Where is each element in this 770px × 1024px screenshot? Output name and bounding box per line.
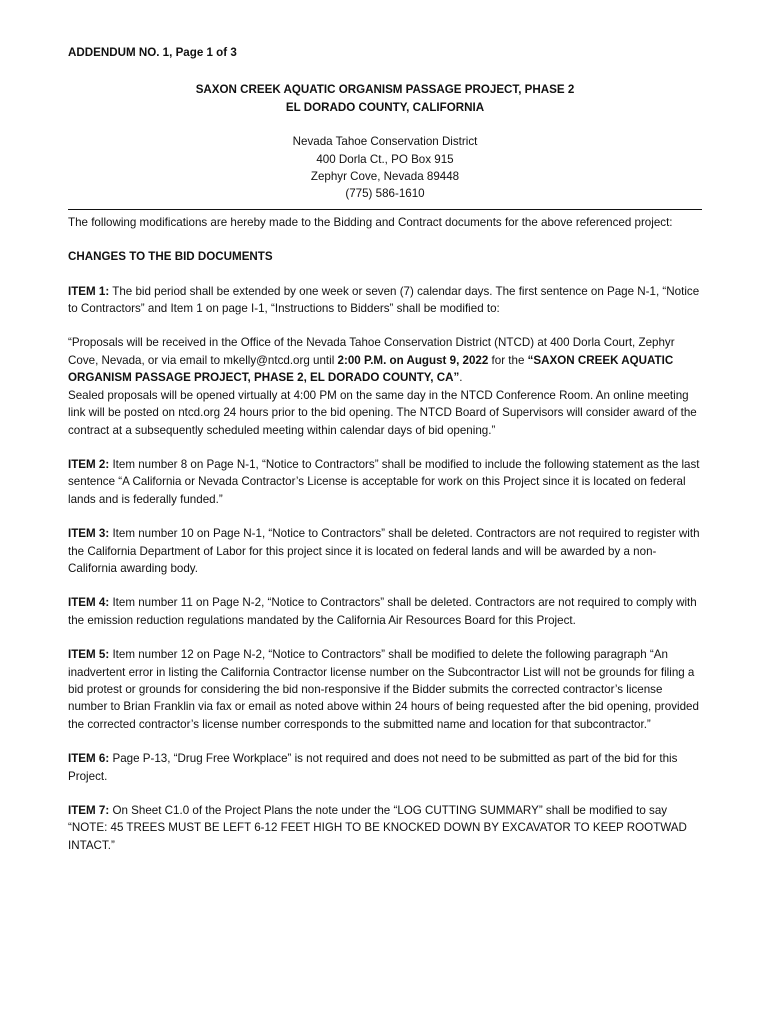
item-2-text: Item number 8 on Page N-1, “Notice to Contractors” shall be modified to include the following statement as the last sentence “A California or Nevada Contractor’s License is acceptable for work on this Project since it is located on federal lands and is federally funded.” [68, 457, 700, 506]
item-2-label: ITEM 2: [68, 457, 110, 471]
project-title-line-2: EL DORADO COUNTY, CALIFORNIA [285, 100, 485, 114]
organization-name: Nevada Tahoe Conservation District [292, 135, 478, 149]
item-6 [68, 750, 702, 785]
item-3-label: ITEM 3: [68, 527, 110, 541]
item-3 [68, 525, 702, 577]
address-block [68, 133, 702, 203]
item-4 [68, 594, 702, 629]
quote-deadline: 2:00 P.M. on August 9, 2022 [337, 353, 489, 367]
item-5-label: ITEM 5: [68, 648, 110, 662]
project-title [68, 81, 702, 116]
proposal-quote-first [68, 334, 702, 386]
project-title-line-1: SAXON CREEK AQUATIC ORGANISM PASSAGE PROJECT, PHASE 2 [195, 83, 575, 97]
item-1-label: ITEM 1: [68, 284, 110, 298]
item-7-label: ITEM 7: [68, 804, 110, 817]
item-2 [68, 456, 702, 508]
quote-part-3: . [459, 371, 463, 385]
item-3-text: Item number 10 on Page N-1, “Notice to Contractors” shall be deleted. Contractors are not required to register with the California Department of Labor for this project since it is located on federal lands and will be awarded by a non-California awarding body. [68, 527, 700, 575]
document-page [68, 44, 702, 854]
item-1 [68, 283, 702, 318]
item-5-text: Item number 12 on Page N-2, “Notice to Contractors” shall be modified to delete the following paragraph “An inadvertent error in listing the California Contractor license number on the Subcontractor List will not be grounds for filing a bid protest or grounds for considering the bid non-responsive if the Bidder submits the corrected contractor’s license number to Brian Franklin via fax or email as noted above within 24 hours of being requested after the bid opening, provided the corrected contractor’s license number corresponds to the submitted name and location for that subcontractor.” [68, 648, 699, 731]
quote-part-2: for the [488, 353, 528, 367]
proposal-quote-second: Sealed proposals will be opened virtually at 4:00 PM on the same day in the NTCD Conference Room. An online meeting link will be posted on ntcd.org 24 hours prior to the bid opening. The NTCD Board of Supervisors will consider award of the contract at a subsequently scheduled meeting within calendar days of bid opening.” [68, 388, 697, 437]
item-6-label: ITEM 6: [68, 752, 110, 766]
intro-paragraph: The following modifications are hereby made to the Bidding and Contract documents for the above referenced project: [68, 215, 673, 229]
addendum-header: ADDENDUM NO. 1, Page 1 of 3 [68, 46, 237, 59]
item-4-text: Item number 11 on Page N-2, “Notice to Contractors” shall be deleted. Contractors are not required to comply with the emission reduction regulations mandated by the California Air Resources Board for this Project. [68, 596, 697, 627]
item-6-text: Page P-13, “Drug Free Workplace” is not required and does not need to be submitted as part of the bid for this Project. [68, 752, 678, 783]
item-1-text: The bid period shall be extended by one week or seven (7) calendar days. The first sentence on Page N-1, “Notice to Contractors” and Item 1 on page I-1, “Instructions to Bidders” shall be modified to: [68, 284, 700, 316]
quote-project-name: “SAXON CREEK AQUATIC ORGANISM PASSAGE PROJECT, PHASE 2, EL DORADO COUNTY, CA” [68, 353, 674, 385]
item-5 [68, 646, 702, 733]
phone-number: (775) 586-1610 [345, 187, 425, 201]
item-4-label: ITEM 4: [68, 596, 110, 610]
street-address: 400 Dorla Ct., PO Box 915 [316, 152, 454, 166]
city-state-zip: Zephyr Cove, Nevada 89448 [310, 170, 460, 184]
divider-rule [68, 209, 702, 210]
item-7 [68, 802, 702, 854]
item-7-text: On Sheet C1.0 of the Project Plans the note under the “LOG CUTTING SUMMARY” shall be modified to say “NOTE: 45 TREES MUST BE LEFT 6-12 FEET HIGH TO BE KNOCKED DOWN BY EXCAVATOR TO KEEP ROOTWAD INTACT.” [68, 804, 687, 852]
quote-part-1: “Proposals will be received in the Office of the Nevada Tahoe Conservation District (NTCD) at 400 Dorla Court, Zephyr Cove, Nevada, or via email to mkelly@ntcd.org until [68, 336, 675, 367]
proposal-quote [68, 334, 702, 438]
section-heading: CHANGES TO THE BID DOCUMENTS [68, 250, 273, 264]
